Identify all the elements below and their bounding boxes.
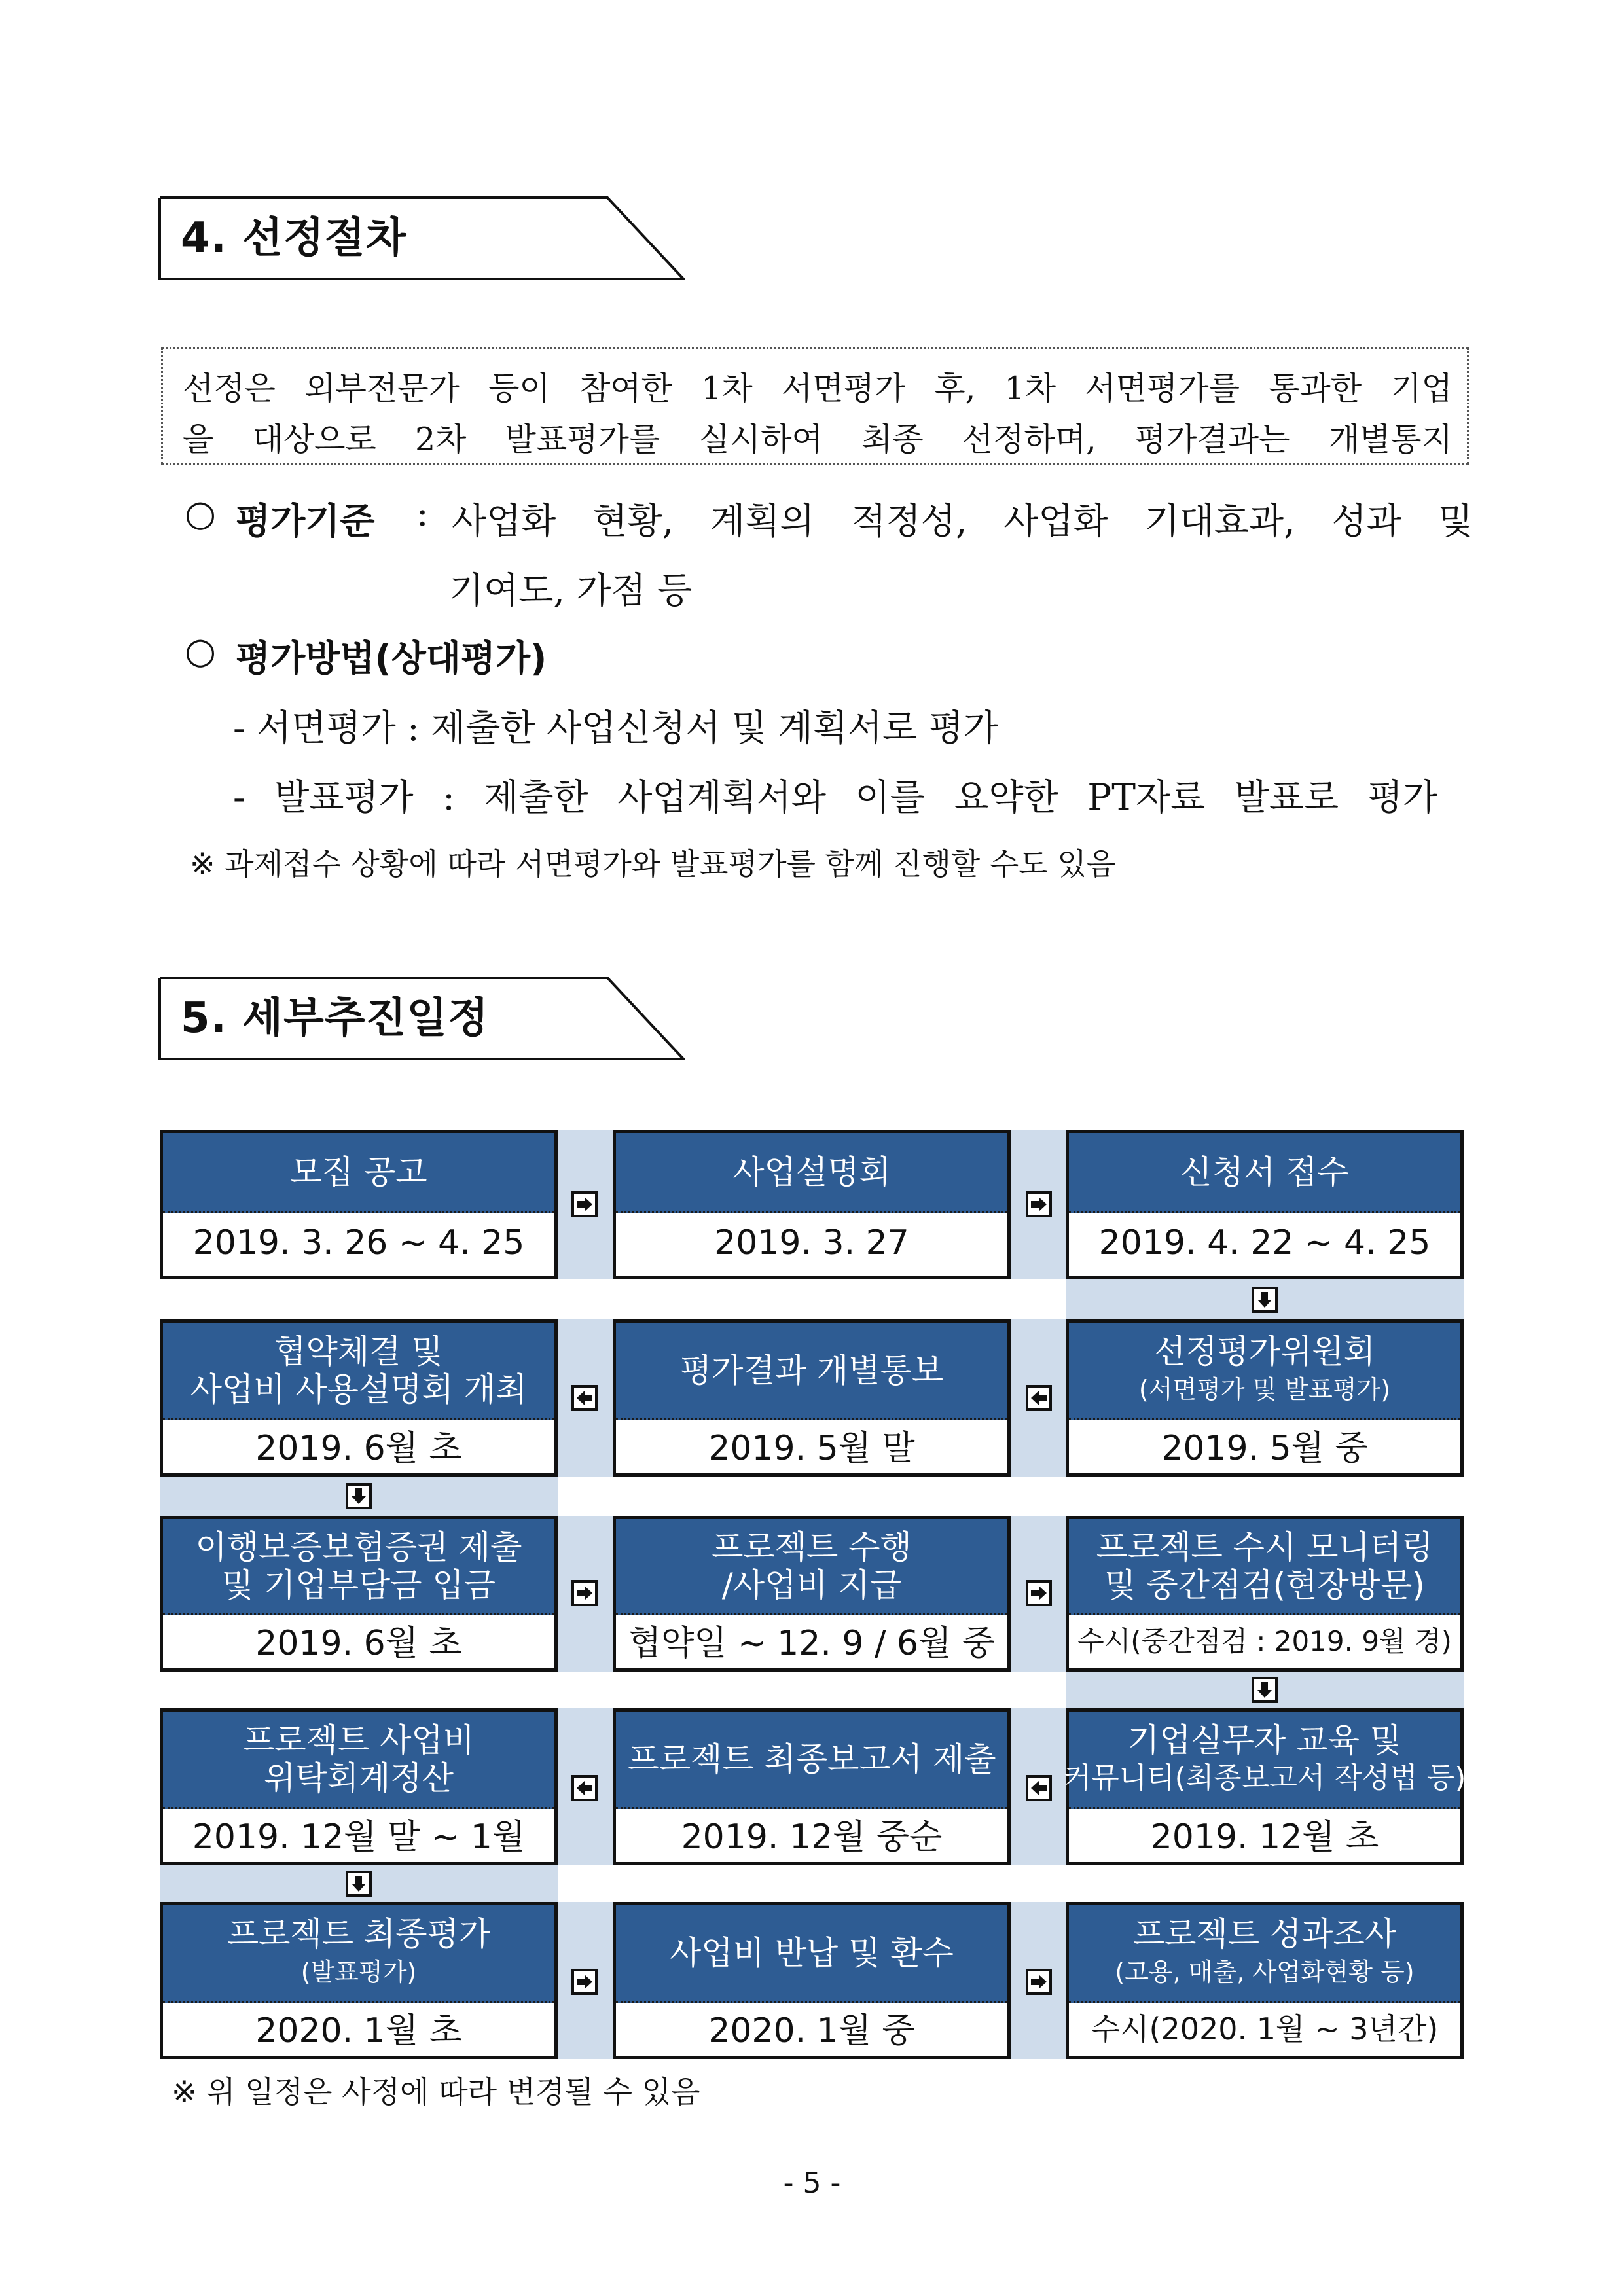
arrow-right-icon	[1026, 1969, 1052, 1995]
arrow-down-icon	[346, 1871, 372, 1897]
step-title: 평가결과 개별통보	[679, 1352, 944, 1390]
criteria-label: 평가기준	[236, 500, 375, 542]
arrow-right-icon	[1026, 1191, 1052, 1217]
step-date: 2019. 5월 말	[708, 1428, 915, 1468]
step-subtitle: 및 기업부담금 입금	[221, 1566, 496, 1604]
step-subtitle: /사업비 지급	[721, 1566, 902, 1604]
step-date: 2019. 12월 말 ~ 1월	[192, 1817, 526, 1857]
arrow-right-icon	[571, 1580, 598, 1606]
schedule-step-guarantee-insurance	[160, 1516, 558, 1672]
step-date: 2020. 1월 중	[708, 2011, 915, 2051]
step-title: 사업비 반납 및 환수	[669, 1934, 954, 1972]
step-title: 사업설명회	[732, 1153, 891, 1191]
step-subtitle: 위탁회계정산	[264, 1759, 454, 1797]
step-subtitle: (서면평가 및 발표평가)	[1138, 1375, 1391, 1404]
arrow-right-icon	[1026, 1580, 1052, 1606]
section4-note: ※ 과제접수 상황에 따라 서면평가와 발표평가를 함께 진행할 수도 있음	[190, 846, 1116, 882]
step-title: 기업실무자 교육 및	[1127, 1721, 1402, 1759]
arrow-right-icon	[571, 1969, 598, 1995]
schedule-step-final-evaluation	[160, 1902, 558, 2059]
summary-line-1: 선정은 외부전문가 등이 참여한 1차 서면평가 후, 1차 서면평가를 통과한 기업	[183, 370, 1453, 407]
step-subtitle: 커뮤니티(최종보고서 작성법 등)	[1063, 1761, 1466, 1795]
step-title: 협약체결 및	[274, 1333, 443, 1371]
page-number: - 5 -	[783, 2166, 841, 2200]
section5-title: 5. 세부추진일정	[181, 994, 490, 1043]
schedule-step-recruitment-notice	[160, 1130, 558, 1279]
criteria-separator: :	[416, 492, 429, 534]
schedule-step-outcome-survey	[1066, 1902, 1464, 2059]
step-title: 프로젝트 최종평가	[226, 1915, 491, 1953]
step-date: 2019. 12월 초	[1150, 1817, 1379, 1857]
method-item-document: - 서면평가 : 제출한 사업신청서 및 계획서로 평가	[233, 707, 998, 749]
step-subtitle: 사업비 사용설명회 개최	[190, 1371, 528, 1408]
step-title: 프로젝트 최종보고서 제출	[627, 1740, 996, 1778]
section4-title: 4. 선정절차	[181, 214, 407, 262]
schedule-step-project-execution	[613, 1516, 1011, 1672]
step-date: 2019. 5월 중	[1161, 1428, 1368, 1468]
step-title: 프로젝트 수행	[712, 1528, 912, 1566]
step-date: 수시(중간점검 : 2019. 9월 경)	[1077, 1625, 1452, 1657]
step-title: 프로젝트 수시 모니터링	[1096, 1528, 1434, 1566]
step-title: 선정평가위원회	[1153, 1333, 1376, 1371]
method-label: 평가방법(상대평가)	[236, 637, 547, 679]
summary-line-2: 을 대상으로 2차 발표평가를 실시하여 최종 선정하며, 평가결과는 개별통지	[183, 421, 1453, 458]
schedule-note: ※ 위 일정은 사정에 따라 변경될 수 있음	[171, 2074, 700, 2109]
step-date: 수시(2020. 1월 ~ 3년간)	[1091, 2011, 1439, 2047]
schedule-step-evaluation-committee	[1066, 1319, 1464, 1477]
schedule-step-staff-training	[1063, 1708, 1466, 1865]
arrow-left-icon	[571, 1385, 598, 1411]
step-date: 2019. 12월 중순	[681, 1817, 943, 1857]
step-date: 협약일 ~ 12. 9 / 6월 중	[628, 1623, 996, 1663]
step-subtitle: 및 중간점검(현장방문)	[1104, 1566, 1425, 1604]
criteria-text-1: 사업화 현황, 계획의 적정성, 사업화 기대효과, 성과 및	[452, 500, 1473, 542]
arrow-down-icon	[1252, 1677, 1278, 1703]
section5-heading	[158, 977, 685, 1060]
step-date: 2020. 1월 초	[255, 2011, 462, 2051]
step-title: 프로젝트 성과조사	[1132, 1915, 1397, 1953]
step-date: 2019. 6월 초	[255, 1428, 462, 1468]
schedule-step-application-intake	[1066, 1130, 1464, 1279]
arrow-left-icon	[571, 1775, 598, 1801]
arrow-left-icon	[1026, 1775, 1052, 1801]
schedule-step-final-report	[613, 1708, 1011, 1865]
step-date: 2019. 3. 27	[714, 1223, 909, 1263]
arrow-down-icon	[1252, 1287, 1278, 1313]
method-bullet: ○	[185, 630, 216, 672]
step-title: 신청서 접수	[1180, 1153, 1349, 1191]
step-title: 이행보증보험증권 제출	[195, 1528, 522, 1566]
arrow-down-icon	[346, 1483, 372, 1509]
schedule-step-result-notice	[613, 1319, 1011, 1477]
schedule-step-fund-return	[613, 1902, 1011, 2059]
step-date: 2019. 3. 26 ~ 4. 25	[192, 1223, 525, 1263]
selection-summary-box	[161, 347, 1469, 465]
schedule-step-agreement	[160, 1319, 558, 1477]
arrow-left-icon	[1026, 1385, 1052, 1411]
schedule-step-accounting-settlement	[160, 1708, 558, 1865]
step-date: 2019. 4. 22 ~ 4. 25	[1098, 1223, 1431, 1263]
step-date: 2019. 6월 초	[255, 1623, 462, 1663]
step-subtitle: (발표평가)	[300, 1958, 417, 1986]
section4-heading	[158, 196, 685, 280]
criteria-text-2: 기여도, 가점 등	[449, 569, 693, 611]
schedule-step-briefing	[613, 1130, 1011, 1279]
arrow-right-icon	[571, 1191, 598, 1217]
step-title: 프로젝트 사업비	[243, 1721, 475, 1759]
criteria-bullet: ○	[185, 492, 216, 534]
step-subtitle: (고용, 매출, 사업화현황 등)	[1115, 1958, 1415, 1986]
schedule-step-monitoring	[1066, 1516, 1464, 1672]
method-item-presentation: - 발표평가 : 제출한 사업계획서와 이를 요약한 PT자료 발표로 평가	[233, 776, 1437, 818]
step-title: 모집 공고	[290, 1153, 427, 1191]
